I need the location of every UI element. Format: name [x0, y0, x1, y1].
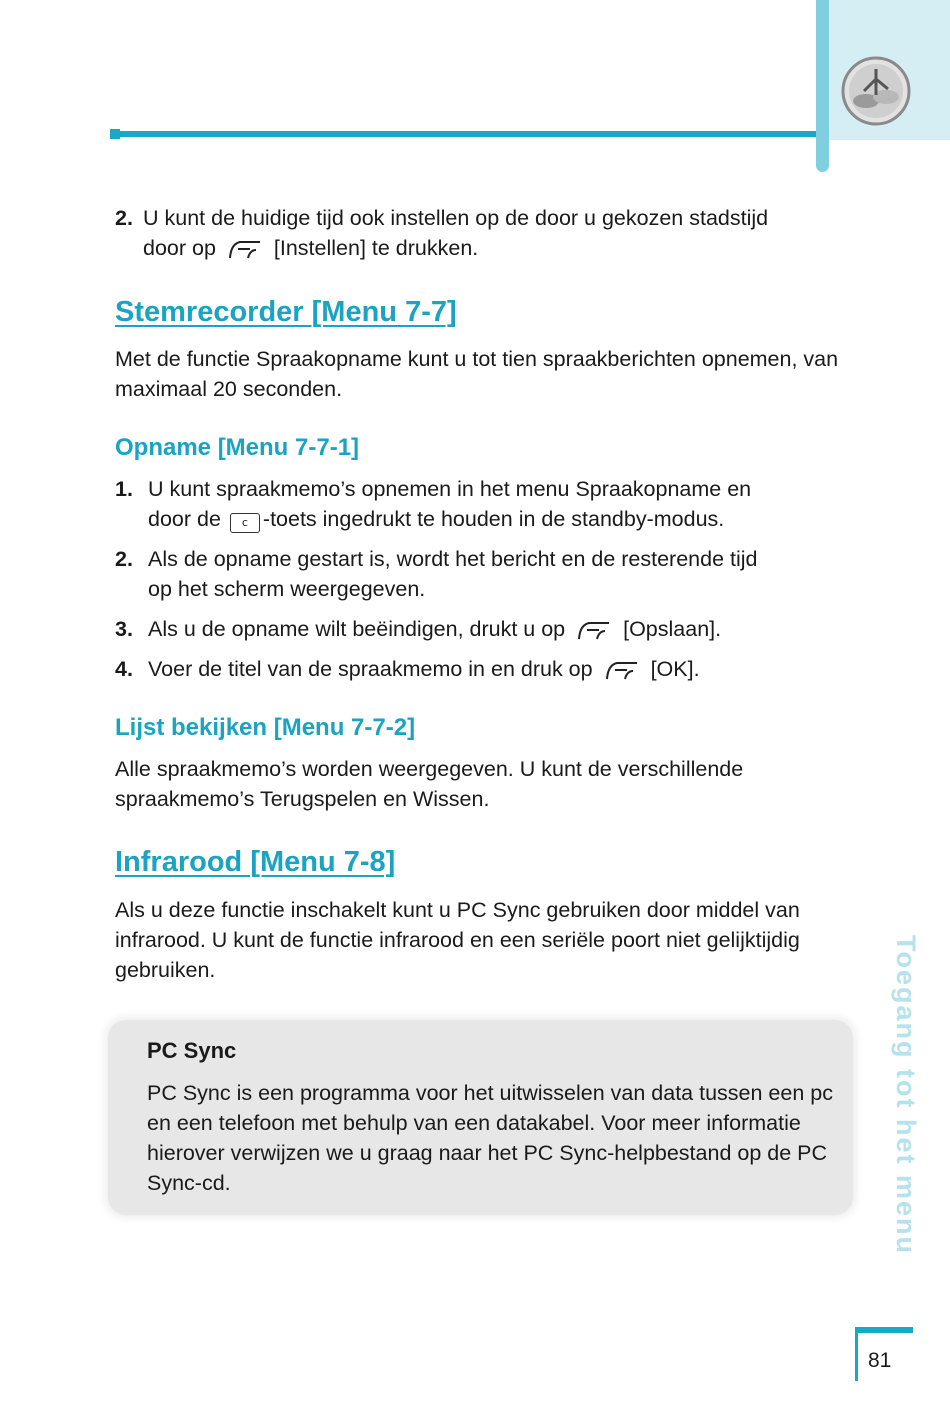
step-text-pre: Als u de opname wilt beëindigen, drukt u op: [148, 617, 566, 641]
step-text-post: [OK].: [650, 657, 700, 681]
list-item: [115, 544, 855, 604]
section-title-stemrecorder: Stemrecorder [Menu 7-7]: [115, 296, 457, 328]
list-item: [115, 614, 855, 644]
left-soft-key-icon: [603, 657, 641, 681]
step-text-line1: U kunt spraakmemo’s opnemen in het menu Spraakopname en: [148, 477, 752, 501]
header-rule-dot: [110, 129, 120, 139]
step-text-pre: Voer de titel van de spraakmemo in en druk op: [148, 657, 593, 681]
step-text-line1: Als de opname gestart is, wordt het bericht en de resterende tijd: [148, 547, 758, 571]
step-text-line1: U kunt de huidige tijd ook instellen op de door u gekozen stadstijd: [143, 206, 769, 230]
left-soft-key-icon: [575, 617, 613, 641]
step-number: 2.: [115, 547, 133, 571]
step-number: 4.: [115, 657, 133, 681]
left-soft-key-icon: [226, 236, 264, 260]
page-number-box: [855, 1327, 913, 1381]
section-text-stemrecorder: Met de functie Spraakopname kunt u tot tien spraakberichten opnemen, van maximaal 20 seconden.: [115, 347, 839, 401]
note-title: PC Sync: [147, 1038, 237, 1063]
step-text-post: [Opslaan].: [623, 617, 722, 641]
menu-tree-icon: [840, 55, 912, 127]
note-text: PC Sync is een programma voor het uitwisselen van data tussen een pc en een telefoon met behulp van een datakabel. Voor meer informatie hierover verwijzen we u graag naar het PC Sync-helpbestand op de PC Sync-cd.: [147, 1081, 833, 1195]
step-number: 2.: [115, 206, 133, 230]
step-text-post: [Instellen] te drukken.: [273, 236, 479, 260]
page-number: 81: [868, 1349, 892, 1372]
list-item: [115, 474, 855, 534]
side-tab: [860, 935, 920, 1320]
step-number: 3.: [115, 617, 133, 641]
intro-step: [115, 203, 855, 263]
list-item: [115, 654, 855, 684]
step-text-pre: door op: [143, 236, 216, 260]
step-text-post: -toets ingedrukt te houden in de standby-modus.: [262, 507, 725, 531]
step-text-line2: op het scherm weergegeven.: [148, 577, 426, 601]
clear-key-icon: c: [230, 513, 260, 533]
section-title-infrarood: Infrarood [Menu 7-8]: [115, 846, 396, 878]
step-text-pre: door de: [148, 507, 221, 531]
subsection-title-opname: Opname [Menu 7-7-1]: [115, 434, 360, 461]
step-number: 1.: [115, 477, 133, 501]
subsection-title-lijst: Lijst bekijken [Menu 7-7-2]: [115, 714, 416, 741]
subsection-text-lijst: Alle spraakmemo’s worden weergegeven. U kunt de verschillende spraakmemo’s Terugspelen en Wissen.: [115, 757, 744, 811]
header-tab-bar: [816, 0, 829, 172]
header-rule: [112, 131, 820, 137]
side-tab-label: Toegang tot het menu: [891, 935, 921, 1255]
section-text-infrarood: Als u deze functie inschakelt kunt u PC Sync gebruiken door middel van infrarood. U kunt de functie infrarood en een seriële poort niet gelijktijdig gebruiken.: [115, 898, 800, 982]
